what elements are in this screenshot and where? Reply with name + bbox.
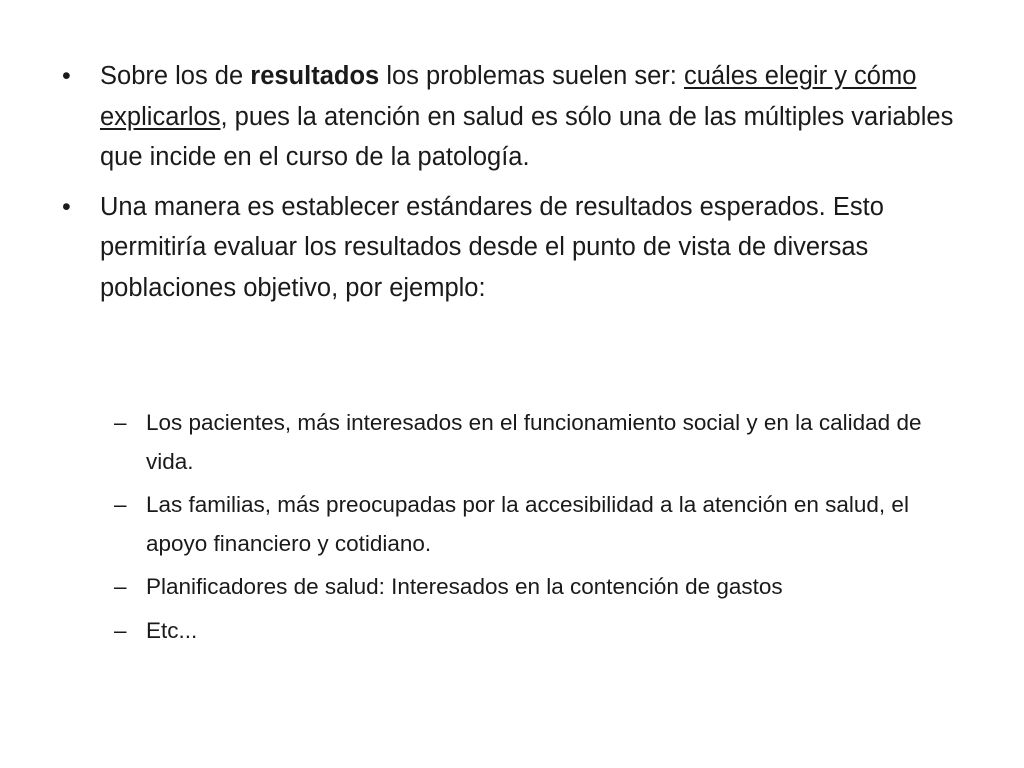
- bullet-text-bold: resultados: [250, 62, 380, 90]
- bullet-item-resultados: [58, 56, 958, 178]
- sub-bullet-item: [112, 486, 962, 563]
- sub-bullet-text: Los pacientes, más interesados en el funcionamiento social y en la calidad de vida.: [146, 410, 922, 474]
- bullet-text-prefix: Sobre los de: [100, 62, 251, 90]
- sub-bullet-item: [112, 568, 962, 607]
- sub-bullet-text: Planificadores de salud: Interesados en la contención de gastos: [146, 574, 783, 599]
- bullet-item-estandares: [58, 187, 958, 309]
- sub-bullet-list: [112, 404, 962, 655]
- dash-icon: –: [114, 492, 127, 517]
- bullet-icon: •: [62, 192, 71, 221]
- sub-bullet-item: [112, 404, 962, 481]
- bullet-text: Una manera es establecer estándares de resultados esperados. Esto permitiría evaluar los resultados desde el punto de vista de diversas poblaciones objetivo, por ejemplo:: [100, 192, 884, 302]
- bullet-list: [58, 56, 958, 308]
- dash-icon: –: [114, 574, 127, 599]
- sub-bullet-text: Las familias, más preocupadas por la accesibilidad a la atención en salud, el apoyo financiero y cotidiano.: [146, 492, 909, 556]
- bullet-text-underlined: cuáles elegir y cómo explicarlos: [100, 62, 917, 131]
- slide-body: [58, 56, 958, 317]
- bullet-text-mid: los problemas suelen ser:: [379, 62, 684, 90]
- sub-bullet-item: [112, 612, 962, 651]
- sub-bullet-text: Etc...: [146, 617, 198, 643]
- bullet-text-suffix: , pues la atención en salud es sólo una de las múltiples variables que incide en el curso de la patología.: [100, 102, 954, 171]
- dash-icon: –: [114, 617, 127, 643]
- dash-icon: –: [114, 410, 127, 435]
- bullet-icon: •: [62, 62, 71, 90]
